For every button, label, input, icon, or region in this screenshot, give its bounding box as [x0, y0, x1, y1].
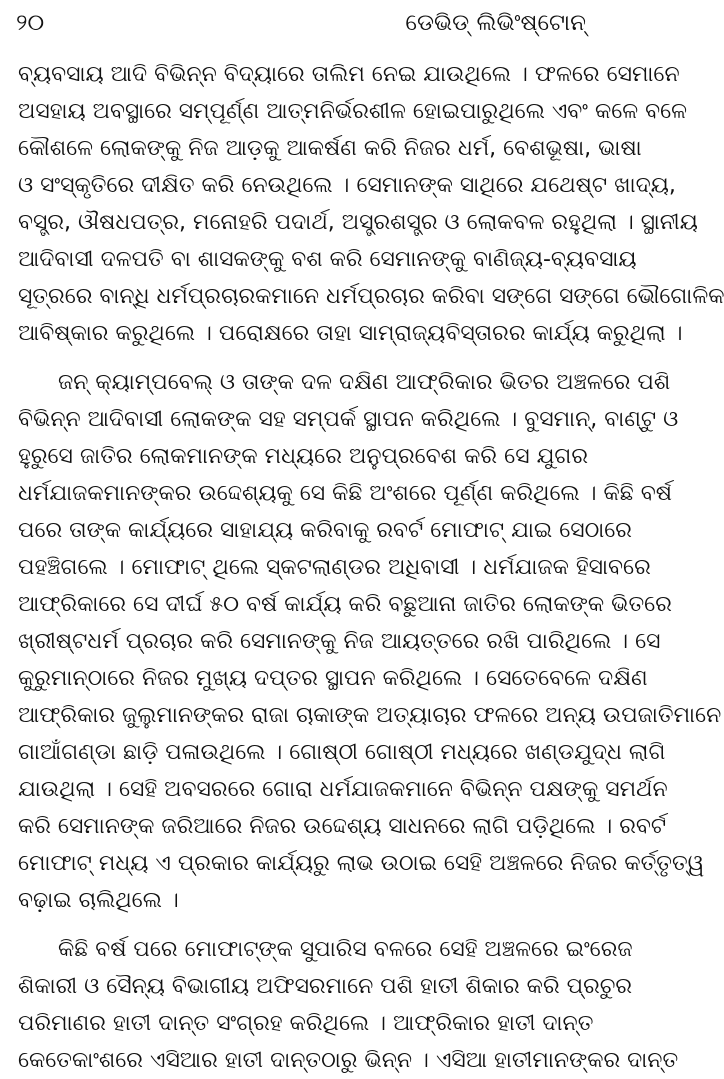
text-line: ଜନ୍ କ୍ୟାମ୍ପବେଲ୍ ଓ ତାଙ୍କ ଦଳ ଦକ୍ଷିଣ ଆଫ୍ରିକାର ଭିତର ଅଞ୍ଚଳରେ ପଶି	[58, 370, 671, 395]
text-line: ପରେ ତାଙ୍କ କାର୍ଯ୍ୟରେ ସାହାଯ୍ୟ କରିବାକୁ ରବର୍ଟ ମୋଫାଟ୍ ଯାଇ ସେଠାରେ	[18, 518, 632, 543]
text-line: କେତେକାଂଶରେ ଏସିଆର ହାତୀ ଦାନ୍ତଠାରୁ ଭିନ୍ନ । ଏସିଆ ହାତୀମାନଙ୍କର ଦାନ୍ତ	[18, 1048, 679, 1073]
text-line: ବସ୍ତ୍ର, ଔଷଧପତ୍ର, ମନୋହରି ପଦାର୍ଥ, ଅସ୍ତ୍ରଶସ୍ତ୍ର ଓ ଲୋକବଳ ରହୁଥିଲା । ସ୍ଥାନୀୟ	[18, 210, 698, 235]
text-line: ଖ୍ରୀଷ୍ଟଧର୍ମ ପ୍ରଚାର କରି ସେମାନଙ୍କୁ ନିଜ ଆୟତ୍ତରେ ରଖି ପାରିଥିଲେ । ସେ	[18, 629, 661, 654]
text-line: ବ୍ୟବସାୟ ଆଦି ବିଭିନ୍ନ ବିଦ୍ୟାରେ ତାଲିମ ନେଇ ଯାଉଥିଲେ । ଫଳରେ ସେମାନେ	[18, 62, 680, 87]
text-line: ପହଞ୍ଚିଗଲେ । ମୋଫାଟ୍ ଥିଲେ ସ୍କଟଲାଣ୍ଡର ଅଧିବାସୀ । ଧର୍ମଯାଜକ ହିସାବରେ	[18, 555, 651, 580]
paragraph-1	[18, 56, 724, 352]
text-line: ପରିମାଣର ହାତୀ ଦାନ୍ତ ସଂଗ୍ରହ କରିଥିଲେ । ଆଫ୍ରିକାର ହାତୀ ଦାନ୍ତ	[18, 1011, 594, 1036]
text-line: ମୋଫାଟ୍ ମଧ୍ୟ ଏ ପ୍ରକାର କାର୍ଯ୍ୟରୁ ଲାଭ ଉଠାଇ ସେହି ଅଞ୍ଚଳରେ ନିଜର କର୍ତ୍ତୃତ୍ୱ	[18, 851, 705, 876]
text-line: ସୂତ୍ରରେ ବାନ୍ଧି ଧର୍ମପ୍ରଚାରକମାନେ ଧର୍ମପ୍ରଚାର କରିବା ସଙ୍ଗେ ସଙ୍ଗେ ଭୌଗୋଳିକ	[18, 284, 724, 309]
text-line: ଧର୍ମଯାଜକମାନଙ୍କର ଉଦ୍ଦେଶ୍ୟକୁ ସେ କିଛି ଅଂଶରେ ପୂର୍ଣ୍ଣ କରିଥିଲେ । କିଛି ବର୍ଷ	[18, 481, 672, 506]
running-title: ଡେଭିଡ୍ ଲିଭିଂଷ୍ଟୋନ୍	[405, 10, 586, 36]
text-line: ଶିକାରୀ ଓ ସୈନ୍ୟ ବିଭାଗୀୟ ଅଫିସରମାନେ ପଶି ହାତୀ ଶିକାର କରି ପ୍ରଚୁର	[18, 974, 633, 999]
text-line: ବଢ଼ାଇ ଚାଲିଥିଲେ ।	[18, 888, 179, 913]
text-line: କରି ସେମାନଙ୍କ ଜରିଆରେ ନିଜର ଉଦ୍ଦେଶ୍ୟ ସାଧନରେ ଲାଗି ପଡ଼ିଥିଲେ । ରବର୍ଟ	[18, 814, 667, 839]
page-number: ୨୦	[16, 10, 45, 36]
text-line: ଆଫ୍ରିକାର ଜୁଲୁମାନଙ୍କର ରାଜା ଚାକାଙ୍କ ଅତ୍ୟାଚାର ଫଳରେ ଅନ୍ୟ ଉପଜାତିମାନେ	[18, 703, 722, 728]
paragraph-3	[18, 931, 679, 1079]
text-line: ଗାଆଁଗଣ୍ଡା ଛାଡ଼ି ପଳାଉଥିଲେ । ଗୋଷ୍ଠୀ ଗୋଷ୍ଠୀ ମଧ୍ୟରେ ଖଣ୍ଡଯୁଦ୍ଧ ଲାଗି	[18, 740, 666, 765]
text-line: ଆବିଷ୍କାର କରୁଥିଲେ । ପରୋକ୍ଷରେ ତାହା ସାମ୍ରାଜ୍ୟବିସ୍ତାରର କାର୍ଯ୍ୟ କରୁଥିଲା ।	[18, 321, 683, 346]
text-line: କୌଶଳେ ଲୋକଙ୍କୁ ନିଜ ଆଡ଼କୁ ଆକର୍ଷଣ କରି ନିଜର ଧର୍ମ, ବେଶଭୂଷା, ଭାଷା	[18, 136, 642, 161]
text-line: ବିଭିନ୍ନ ଆଦିବାସୀ ଲୋକଙ୍କ ସହ ସମ୍ପର୍କ ସ୍ଥାପନ କରିଥିଲେ । ବୁସମାନ୍, ବାଣ୍ଟୁ ଓ	[18, 407, 679, 432]
paragraph-2	[18, 364, 722, 919]
text-line: ହୁରୁସେ ଜାତିର ଲୋକମାନଙ୍କ ମଧ୍ୟରେ ଅନୁପ୍ରବେଶ କରି ସେ ଯୁଗର	[18, 444, 588, 469]
text-line: ଅସହାୟ ଅବସ୍ଥାରେ ସମ୍ପୂର୍ଣ୍ଣ ଆତ୍ମନିର୍ଭରଶୀଳ ହୋଇପାରୁଥିଲେ ଏବଂ କଳେ ବଳେ	[18, 99, 688, 124]
text-line: ଆଦିବାସୀ ଦଳପତି ବା ଶାସକଙ୍କୁ ବଶ କରି ସେମାନଙ୍କୁ ବାଣିଜ୍ୟ-ବ୍ୟବସାୟ	[18, 247, 637, 272]
page-header	[12, 8, 586, 40]
body-text	[18, 56, 724, 1079]
text-line: ଯାଉଥିଲା । ସେହି ଅବସରରେ ଗୋରା ଧର୍ମଯାଜକମାନେ ବିଭିନ୍ନ ପକ୍ଷଙ୍କୁ ସମର୍ଥନ	[18, 777, 668, 802]
text-line: କୁରୁମାନ୍ଠାରେ ନିଜର ମୁଖ୍ୟ ଦପ୍ତର ସ୍ଥାପନ କରିଥିଲେ । ସେତେବେଳେ ଦକ୍ଷିଣ	[18, 666, 648, 691]
text-line: ଓ ସଂସ୍କୃତିରେ ଦୀକ୍ଷିତ କରି ନେଉଥିଲେ । ସେମାନଙ୍କ ସାଥିରେ ଯଥେଷ୍ଟ ଖାଦ୍ୟ,	[18, 173, 676, 198]
text-line: କିଛି ବର୍ଷ ପରେ ମୋଫାଟ୍ଙ୍କ ସୁପାରିସ ବଳରେ ସେହି ଅଞ୍ଚଳରେ ଇଂରେଜ	[58, 937, 633, 962]
text-line: ଆଫ୍ରିକାରେ ସେ ଦୀର୍ଘ ୫୦ ବର୍ଷ କାର୍ଯ୍ୟ କରି ବଛୁଆନା ଜାତିର ଲୋକଙ୍କ ଭିତରେ	[18, 592, 672, 617]
